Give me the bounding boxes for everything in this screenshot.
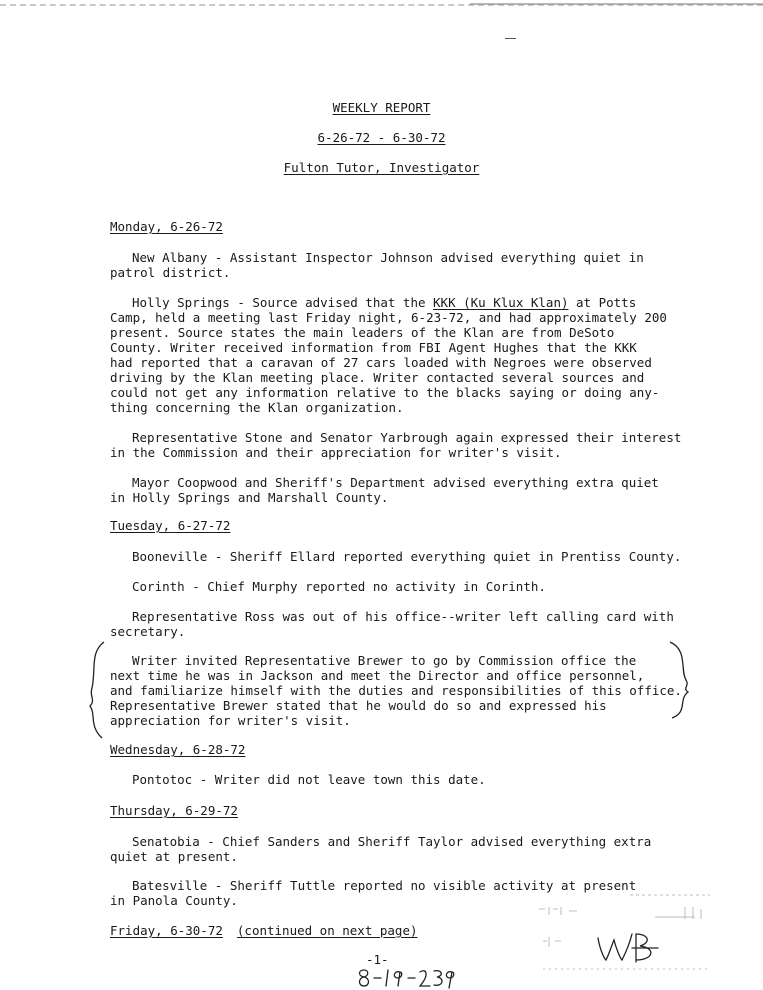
paragraph-pontotoc: Pontotoc - Writer did not leave town this date.	[132, 772, 486, 787]
day-heading-thursday: Thursday, 6-29-72	[110, 803, 238, 818]
paragraph-batesville: Batesville - Sheriff Tuttle reported no visible activity at present in Panola County.	[110, 878, 637, 908]
continued-note: (continued on next page)	[236, 923, 418, 938]
paragraph-corinth: Corinth - Chief Murphy reported no activity in Corinth.	[132, 579, 546, 594]
day-heading-tuesday: Tuesday, 6-27-72	[110, 518, 231, 533]
handwritten-initials-signature	[596, 928, 666, 968]
day-heading-monday: Monday, 6-26-72	[110, 219, 223, 234]
right-brace-mark	[666, 640, 694, 720]
report-investigator: Fulton Tutor, Investigator	[283, 160, 480, 175]
paragraph-booneville: Booneville - Sheriff Ellard reported everything quiet in Prentiss County.	[132, 549, 682, 564]
paragraph-senatobia: Senatobia - Chief Sanders and Sheriff Taylor advised everything extra quiet at present.	[110, 834, 652, 864]
left-brace-mark	[86, 640, 110, 740]
paragraph-ross: Representative Ross was out of his office--writer left calling card with secretary.	[110, 609, 674, 639]
paragraph-stone-yarbrough: Representative Stone and Senator Yarbrough again expressed their interest in the Commission and their appreciation for writer's visit.	[110, 430, 682, 460]
report-date-range: 6-26-72 - 6-30-72	[317, 130, 446, 145]
scan-speck	[505, 38, 516, 39]
handwritten-file-number	[356, 966, 456, 990]
paragraph-coopwood: Mayor Coopwood and Sheriff's Department advised everything extra quiet in Holly Springs and Marshall County.	[110, 475, 659, 505]
paragraph-new-albany: New Albany - Assistant Inspector Johnson advised everything quiet in patrol district.	[110, 250, 644, 280]
paragraph-brewer: Writer invited Representative Brewer to go by Commission office the next time he was in Jackson and meet the Director and office personnel, and familiarize himself with the duties and responsibilities of this office. Representative Brewer stated that he would do so and expressed his appreciation for writer's visit.	[110, 653, 682, 728]
paragraph-holly-springs: Holly Springs - Source advised that the KKK (Ku Klux Klan) at Potts Camp, held a meeting last Friday night, 6-23-72, and had approximately 200 present. Source states the main leaders of the Klan are from DeSoto County. Writer received information from FBI Agent Hughes that the KKK had reported that a caravan of 27 cars loaded with Negroes were observed driving by the Klan meeting place. Writer contacted several sources and could not get any information relative to the blacks saying or doing any- thing concerning the Klan organization.	[110, 295, 667, 415]
kkk-underlined-phrase: KKK (Ku Klux Klan)	[433, 295, 569, 310]
day-heading-wednesday: Wednesday, 6-28-72	[110, 742, 246, 757]
day-heading-friday: Friday, 6-30-72 (continued on next page)	[110, 923, 418, 938]
scan-edge-line	[470, 3, 763, 5]
page-number: -1-	[366, 952, 389, 967]
report-title: WEEKLY REPORT	[332, 100, 431, 115]
